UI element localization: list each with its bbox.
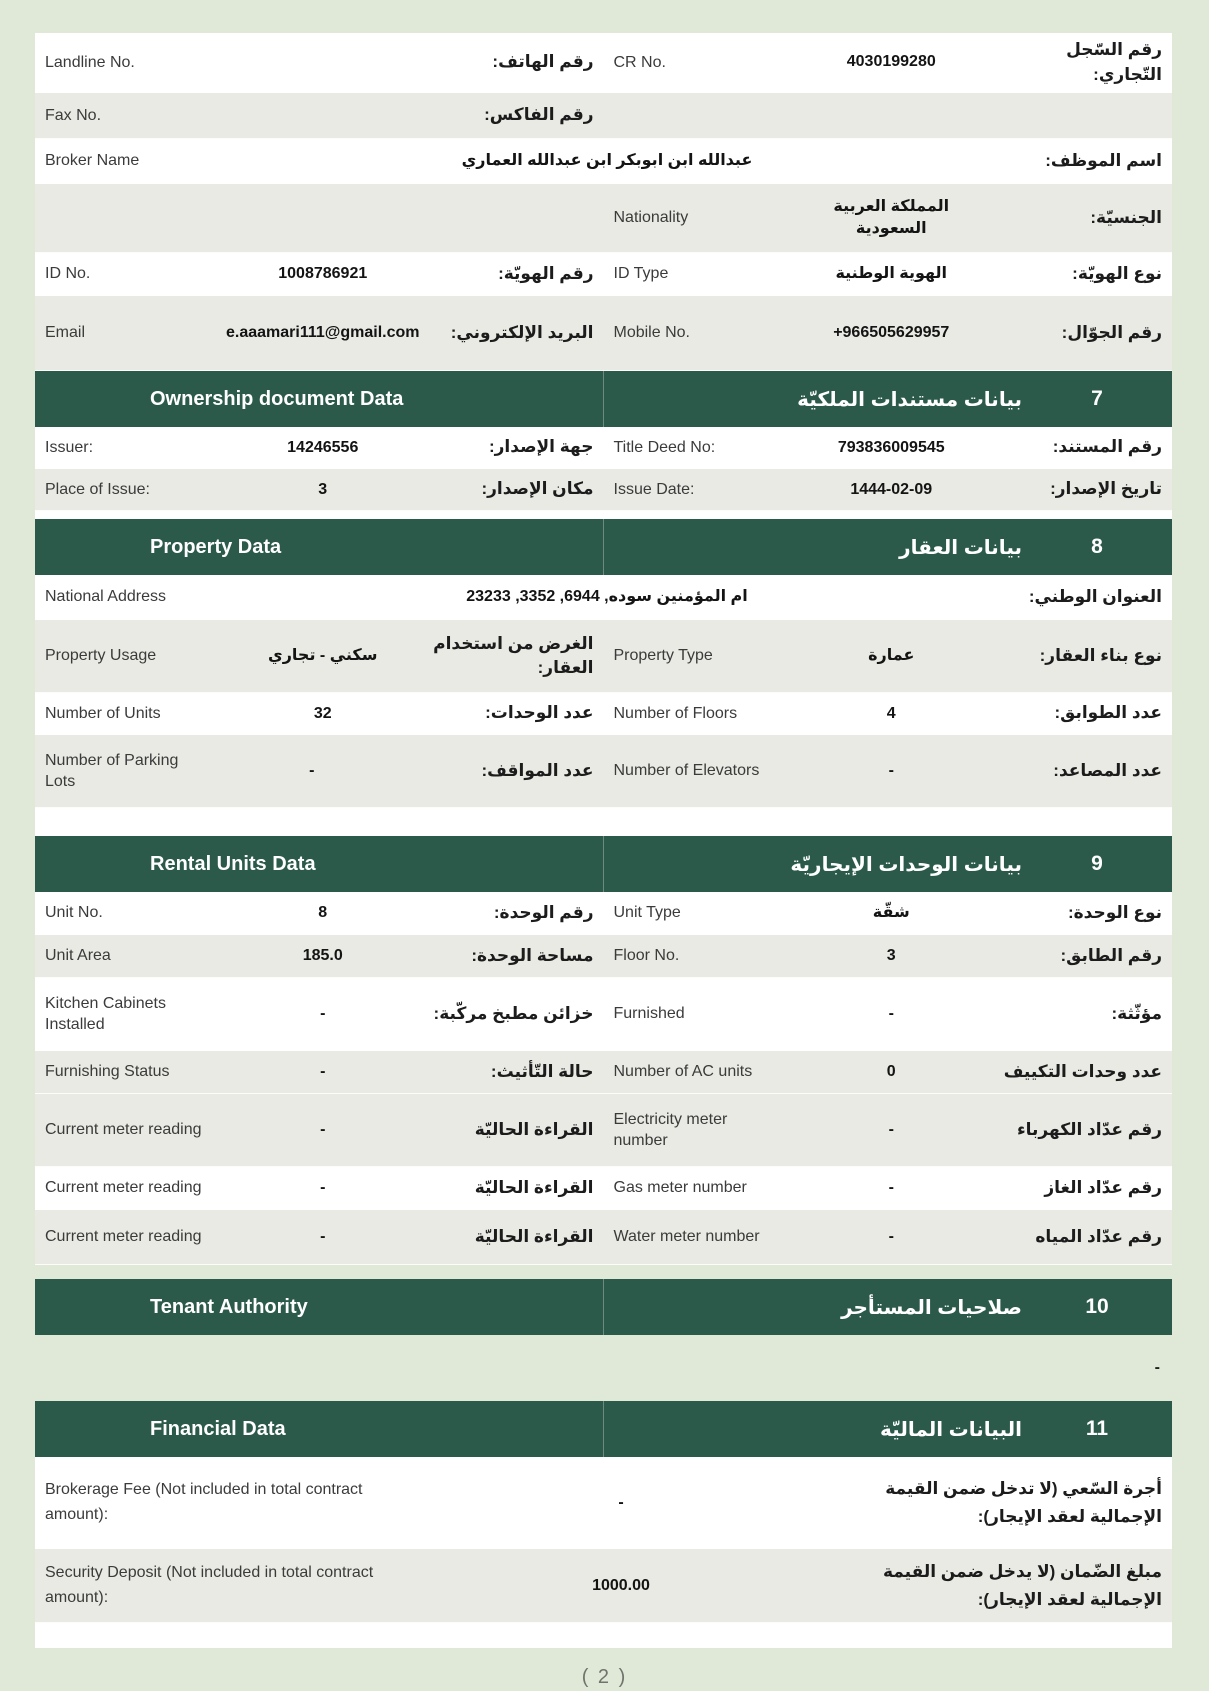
spacer bbox=[35, 511, 1172, 519]
cell-group-unit-type bbox=[604, 892, 1173, 934]
label-property-usage-ar: الغرض من استخدام العقار: bbox=[433, 633, 594, 678]
value-kitchen-cabinets: - bbox=[320, 1005, 326, 1023]
label-electricity-meter-no-en: Electricity meter number bbox=[613, 1110, 728, 1150]
value-broker-name: عبدالله ابن ابوبكر ابن عبدالله العماري bbox=[461, 152, 753, 170]
label-furnishing-status-en: Furnishing Status bbox=[45, 1063, 170, 1081]
section-title-financial-ar: البيانات الماليّة bbox=[880, 1418, 1022, 1441]
label-floor-no-en: Floor No. bbox=[613, 947, 680, 965]
label-issuer-ar: جهة الإصدار: bbox=[488, 437, 594, 457]
section-number-7: 7 bbox=[1091, 387, 1103, 411]
section-header-property bbox=[35, 519, 1172, 575]
label-cr-no-ar: رقم السّجل التّجاري: bbox=[1066, 40, 1162, 84]
cell-group-nationality bbox=[604, 184, 1173, 252]
value-floor-no: 3 bbox=[886, 947, 896, 965]
label-water-reading-en: Current meter reading bbox=[45, 1228, 202, 1246]
section-number-11: 11 bbox=[1085, 1417, 1109, 1441]
label-furnished-ar: مؤثّثة: bbox=[1111, 1003, 1162, 1023]
spacer bbox=[35, 808, 1172, 836]
label-national-address-en: National Address bbox=[45, 588, 166, 606]
label-number-of-floors-en: Number of Floors bbox=[613, 704, 738, 722]
cell-group-number-of-floors bbox=[604, 693, 1173, 734]
label-ac-units-en: Number of AC units bbox=[613, 1063, 753, 1081]
section-number-9: 9 bbox=[1091, 852, 1103, 876]
value-elevators: - bbox=[888, 762, 894, 780]
table-row-nationality bbox=[35, 184, 1172, 253]
label-unit-no-ar: رقم الوحدة: bbox=[493, 902, 594, 922]
value-nationality: المملكة العربية السعودية bbox=[833, 197, 950, 238]
label-gas-meter-no-ar: رقم عدّاد الغاز bbox=[1044, 1177, 1162, 1197]
value-unit-type: شقّة bbox=[872, 904, 910, 922]
value-tenant-authority: - bbox=[1154, 1359, 1160, 1377]
label-electricity-meter-no-ar: رقم عدّاد الكهرباء bbox=[1016, 1119, 1162, 1139]
cell-group-fax bbox=[35, 93, 604, 138]
table-row-units-floors bbox=[35, 693, 1172, 735]
label-mobile-ar: رقم الجوّال: bbox=[1061, 322, 1162, 342]
section-header-ownership bbox=[35, 371, 1172, 427]
cell-group-empty bbox=[604, 93, 1173, 138]
value-id-no: 1008786921 bbox=[278, 265, 368, 283]
value-title-deed: 793836009545 bbox=[837, 438, 945, 456]
value-brokerage-fee: - bbox=[618, 1493, 624, 1511]
value-furnished: - bbox=[888, 1005, 894, 1023]
value-mobile: +966505629957 bbox=[833, 324, 950, 342]
cell-group-floor-no bbox=[604, 935, 1173, 977]
cell-group-gas-meter-no bbox=[604, 1167, 1173, 1209]
cell-group-property-type bbox=[604, 620, 1173, 692]
section-header-tenant-authority bbox=[35, 1279, 1172, 1335]
label-kitchen-cabinets-en: Kitchen Cabinets Installed bbox=[45, 994, 166, 1034]
cell-group-ac-units bbox=[604, 1051, 1173, 1093]
table-row-email-mobile bbox=[35, 296, 1172, 371]
label-number-of-units-en: Number of Units bbox=[45, 704, 161, 722]
section-header-tenant-authority-right bbox=[604, 1279, 1173, 1335]
table-row-issuer-deed bbox=[35, 427, 1172, 469]
cell-group-elevators bbox=[604, 735, 1173, 807]
table-row-issue-place-date bbox=[35, 469, 1172, 511]
label-issue-date-en: Issue Date: bbox=[613, 480, 695, 498]
cell-group-cr-no bbox=[604, 33, 1173, 92]
label-fax-en: Fax No. bbox=[45, 106, 102, 124]
contract-document-page bbox=[35, 33, 1172, 1648]
cell-group-property-usage bbox=[35, 620, 604, 692]
label-place-of-issue-en: Place of Issue: bbox=[45, 480, 150, 498]
value-place-of-issue: 3 bbox=[318, 480, 328, 498]
cell-group-place-of-issue bbox=[35, 469, 604, 510]
cell-group-parking-lots bbox=[35, 735, 604, 807]
label-title-deed-en: Title Deed No: bbox=[613, 438, 716, 456]
label-unit-type-ar: نوع الوحدة: bbox=[1067, 902, 1162, 922]
label-electricity-reading-ar: القراءة الحاليّة bbox=[474, 1119, 594, 1139]
label-email-ar: البريد الإلكتروني: bbox=[450, 322, 594, 342]
table-row-security-deposit bbox=[35, 1549, 1172, 1623]
cell-group-furnished bbox=[604, 978, 1173, 1050]
value-property-type: عمارة bbox=[868, 647, 915, 665]
label-place-of-issue-ar: مكان الإصدار: bbox=[481, 479, 594, 499]
label-landline-en: Landline No. bbox=[45, 53, 135, 71]
cell-group-mobile bbox=[604, 296, 1173, 370]
section-number-8: 8 bbox=[1091, 535, 1103, 559]
label-parking-lots-en: Number of Parking Lots bbox=[45, 751, 179, 791]
table-row-furnishing-ac bbox=[35, 1051, 1172, 1094]
label-id-no-en: ID No. bbox=[45, 265, 91, 283]
table-row-usage-type bbox=[35, 620, 1172, 693]
label-broker-name-ar: اسم الموظف: bbox=[1045, 150, 1162, 170]
label-unit-no-en: Unit No. bbox=[45, 904, 103, 922]
table-row-empty bbox=[35, 1623, 1172, 1648]
label-unit-type-en: Unit Type bbox=[613, 904, 681, 922]
cell-group-kitchen-cabinets bbox=[35, 978, 604, 1050]
value-cr-no: 4030199280 bbox=[846, 53, 936, 71]
table-row-electricity-meter bbox=[35, 1094, 1172, 1167]
cell-group-electricity-reading bbox=[35, 1094, 604, 1166]
label-property-usage-en: Property Usage bbox=[45, 647, 157, 665]
table-row-fax bbox=[35, 93, 1172, 139]
label-floor-no-ar: رقم الطابق: bbox=[1060, 945, 1162, 965]
label-broker-name-en: Broker Name bbox=[45, 152, 140, 170]
label-ac-units-ar: عدد وحدات التكييف bbox=[1003, 1061, 1162, 1081]
section-title-tenant-authority-en: Tenant Authority bbox=[35, 1279, 604, 1335]
section-header-rental-units bbox=[35, 836, 1172, 892]
table-row-unit-no-type bbox=[35, 892, 1172, 935]
label-brokerage-fee-en: Brokerage Fee (Not included in total contract amount): bbox=[45, 1480, 363, 1523]
label-nationality-ar: الجنسيّة: bbox=[1090, 207, 1162, 227]
cell-group-blank bbox=[35, 184, 604, 252]
value-number-of-units: 32 bbox=[313, 704, 332, 722]
value-security-deposit: 1000.00 bbox=[592, 1576, 650, 1594]
value-gas-reading: - bbox=[320, 1179, 326, 1197]
label-property-type-ar: نوع بناء العقار: bbox=[1039, 645, 1162, 665]
value-email: e.aaamari111@gmail.com bbox=[226, 324, 420, 342]
value-water-meter-no: - bbox=[888, 1228, 894, 1246]
label-property-type-en: Property Type bbox=[613, 647, 713, 665]
value-ac-units: 0 bbox=[886, 1063, 896, 1081]
section-header-property-right bbox=[604, 519, 1173, 575]
section-title-rental-units-en: Rental Units Data bbox=[35, 836, 604, 892]
value-unit-no: 8 bbox=[318, 904, 328, 922]
table-row-parking-elevators bbox=[35, 735, 1172, 808]
cell-group-issuer bbox=[35, 427, 604, 468]
table-row-gas-meter bbox=[35, 1167, 1172, 1210]
cell-group-unit-no bbox=[35, 892, 604, 934]
label-furnishing-status-ar: حالة التّأثيث: bbox=[490, 1061, 594, 1081]
label-number-of-units-ar: عدد الوحدات: bbox=[485, 703, 594, 723]
label-landline-ar: رقم الهاتف: bbox=[492, 52, 594, 72]
label-elevators-en: Number of Elevators bbox=[613, 762, 760, 780]
label-gas-reading-ar: القراءة الحاليّة bbox=[474, 1177, 594, 1197]
label-id-no-ar: رقم الهويّة: bbox=[498, 263, 594, 283]
cell-group-issue-date bbox=[604, 469, 1173, 510]
label-email-en: Email bbox=[45, 324, 86, 342]
section-title-ownership-en: Ownership document Data bbox=[35, 371, 604, 427]
label-elevators-ar: عدد المصاعد: bbox=[1053, 760, 1162, 780]
label-cr-no-en: CR No. bbox=[613, 53, 666, 71]
cell-group-electricity-meter-no bbox=[604, 1094, 1173, 1166]
table-row-landline-cr bbox=[35, 33, 1172, 93]
table-row-brokerage-fee bbox=[35, 1457, 1172, 1549]
cell-group-title-deed bbox=[604, 427, 1173, 468]
section-title-tenant-authority-ar: صلاحيات المستأجر bbox=[841, 1296, 1022, 1319]
label-issuer-en: Issuer: bbox=[45, 438, 94, 456]
value-gas-meter-no: - bbox=[888, 1179, 894, 1197]
cell-group-water-meter-no bbox=[604, 1210, 1173, 1264]
cell-group-number-of-units bbox=[35, 693, 604, 734]
spacer bbox=[35, 1265, 1172, 1279]
label-brokerage-fee-ar: أجرة السّعي (لا تدخل ضمن القيمة الإجمالية لعقد الإيجار): bbox=[885, 1478, 1162, 1526]
cell-group-landline bbox=[35, 33, 604, 92]
value-electricity-meter-no: - bbox=[888, 1121, 894, 1139]
value-property-usage: سكني - تجاري bbox=[268, 647, 378, 665]
label-mobile-en: Mobile No. bbox=[613, 324, 690, 342]
value-unit-area: 185.0 bbox=[302, 947, 343, 965]
section-title-rental-units-ar: بيانات الوحدات الإيجاريّة bbox=[790, 853, 1022, 876]
value-issue-date: 1444-02-09 bbox=[850, 480, 933, 498]
label-national-address-ar: العنوان الوطني: bbox=[1028, 586, 1162, 606]
section-title-financial-en: Financial Data bbox=[35, 1401, 604, 1457]
label-id-type-ar: نوع الهويّة: bbox=[1072, 263, 1162, 283]
label-title-deed-ar: رقم المستند: bbox=[1052, 437, 1162, 457]
cell-group-gas-reading bbox=[35, 1167, 604, 1209]
label-water-meter-no-en: Water meter number bbox=[613, 1228, 760, 1246]
label-id-type-en: ID Type bbox=[613, 265, 669, 283]
section-number-10: 10 bbox=[1085, 1295, 1109, 1319]
table-row-id bbox=[35, 253, 1172, 296]
value-parking-lots: - bbox=[309, 762, 315, 780]
section-title-ownership-ar: بيانات مستندات الملكيّة bbox=[797, 388, 1022, 411]
value-furnishing-status: - bbox=[320, 1063, 326, 1081]
label-water-meter-no-ar: رقم عدّاد المياه bbox=[1035, 1226, 1162, 1246]
table-row-kitchen-furnished bbox=[35, 978, 1172, 1051]
label-nationality-en: Nationality bbox=[613, 209, 689, 227]
label-water-reading-ar: القراءة الحاليّة bbox=[474, 1226, 594, 1246]
value-id-type: الهوية الوطنية bbox=[835, 265, 948, 283]
table-row-water-meter bbox=[35, 1210, 1172, 1265]
value-electricity-reading: - bbox=[320, 1121, 326, 1139]
section-header-rental-units-right bbox=[604, 836, 1173, 892]
section-header-ownership-right bbox=[604, 371, 1173, 427]
table-row-broker-name bbox=[35, 139, 1172, 184]
label-number-of-floors-ar: عدد الطوابق: bbox=[1054, 703, 1162, 723]
cell-group-unit-area bbox=[35, 935, 604, 977]
label-fax-ar: رقم الفاكس: bbox=[484, 105, 594, 125]
table-row-area-floor bbox=[35, 935, 1172, 978]
label-security-deposit-ar: مبلغ الضّمان (لا يدخل ضمن القيمة الإجمالية لعقد الإيجار): bbox=[882, 1561, 1162, 1609]
section-header-financial bbox=[35, 1401, 1172, 1457]
label-unit-area-en: Unit Area bbox=[45, 947, 111, 965]
cell-group-furnishing-status bbox=[35, 1051, 604, 1093]
cell-group-id-no bbox=[35, 253, 604, 295]
label-kitchen-cabinets-ar: خزائن مطبخ مركّبة: bbox=[433, 1003, 594, 1023]
value-issuer: 14246556 bbox=[287, 438, 359, 456]
label-furnished-en: Furnished bbox=[613, 1005, 685, 1023]
label-issue-date-ar: تاريخ الإصدار: bbox=[1050, 479, 1162, 499]
label-unit-area-ar: مساحة الوحدة: bbox=[471, 945, 594, 965]
cell-group-id-type bbox=[604, 253, 1173, 295]
tenant-authority-value-row bbox=[35, 1335, 1172, 1401]
page-number: ( 2 ) bbox=[581, 1666, 628, 1689]
cell-group-email bbox=[35, 296, 604, 370]
label-parking-lots-ar: عدد المواقف: bbox=[481, 760, 594, 780]
cell-group-water-reading bbox=[35, 1210, 604, 1264]
label-gas-meter-no-en: Gas meter number bbox=[613, 1179, 747, 1197]
label-gas-reading-en: Current meter reading bbox=[45, 1179, 202, 1197]
value-national-address: ام المؤمنين سوده, 6944, 3352, 23233 bbox=[466, 588, 748, 606]
section-title-property-ar: بيانات العقار bbox=[899, 536, 1022, 559]
section-header-financial-right bbox=[604, 1401, 1173, 1457]
table-row-national-address bbox=[35, 575, 1172, 620]
value-number-of-floors: 4 bbox=[886, 704, 896, 722]
value-water-reading: - bbox=[320, 1228, 326, 1246]
section-title-property-en: Property Data bbox=[35, 519, 604, 575]
label-security-deposit-en: Security Deposit (Not included in total contract amount): bbox=[45, 1563, 374, 1606]
label-electricity-reading-en: Current meter reading bbox=[45, 1121, 202, 1139]
